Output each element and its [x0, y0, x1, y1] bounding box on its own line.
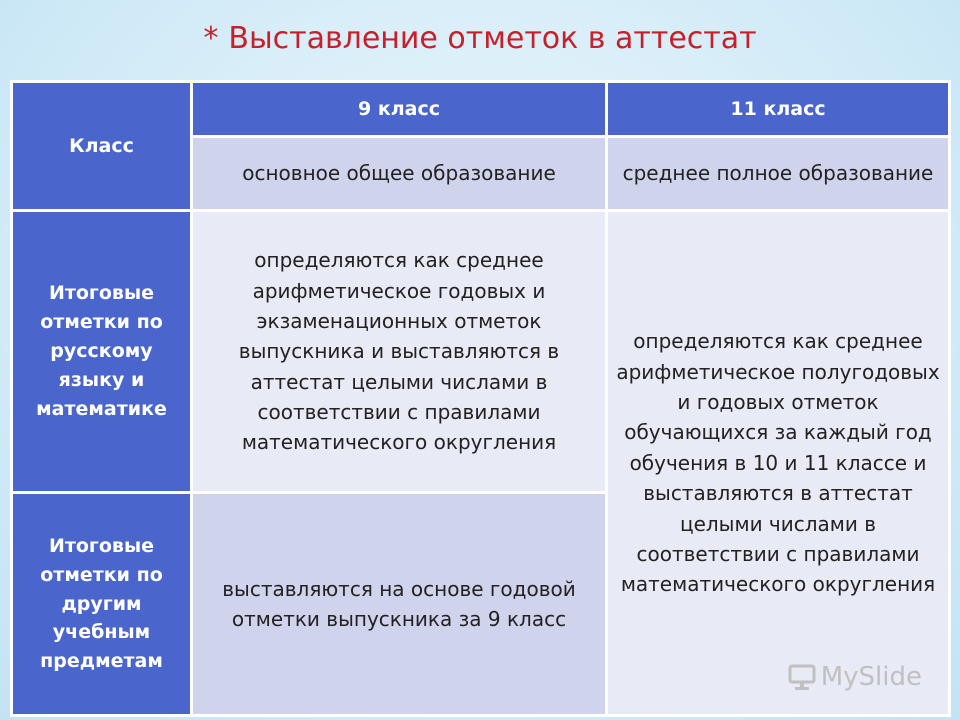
grade9-russian-math-rule: определяются как среднее арифметическое годовых и экзаменационных отметок выпускника и выставляются в аттестат целыми числами в соответствии с правилами математического округления: [192, 211, 607, 493]
title-text: Выставление отметок в аттестат: [228, 21, 757, 56]
watermark: [787, 662, 922, 692]
grade11-rule-merged: определяются как среднее арифметическое полугодовых и годовых отметок обучающихся за каждый год обучения в 10 и 11 классе и выставляются в аттестат целыми числами в соответствии с правилами математического округления: [607, 211, 950, 716]
grade11-header-cell: 11 класс: [607, 82, 950, 137]
grades-table: [10, 80, 951, 717]
row-label-russian-math: Итоговые отметки по русскому языку и математике: [12, 211, 192, 493]
class-header-cell: Класс: [12, 82, 192, 211]
grade9-header-cell: 9 класс: [192, 82, 607, 137]
title-bullet: *: [203, 21, 219, 56]
slide-title: [0, 14, 960, 64]
grade11-education-level: среднее полное образование: [607, 137, 950, 211]
grade9-other-subjects-rule: выставляются на основе годовой отметки выпускника за 9 класс: [192, 493, 607, 716]
presentation-screen-icon: [787, 663, 817, 691]
watermark-text: MySlide: [820, 662, 922, 692]
grade9-education-level: основное общее образование: [192, 137, 607, 211]
row-label-other-subjects: Итоговые отметки по другим учебным предметам: [12, 493, 192, 716]
